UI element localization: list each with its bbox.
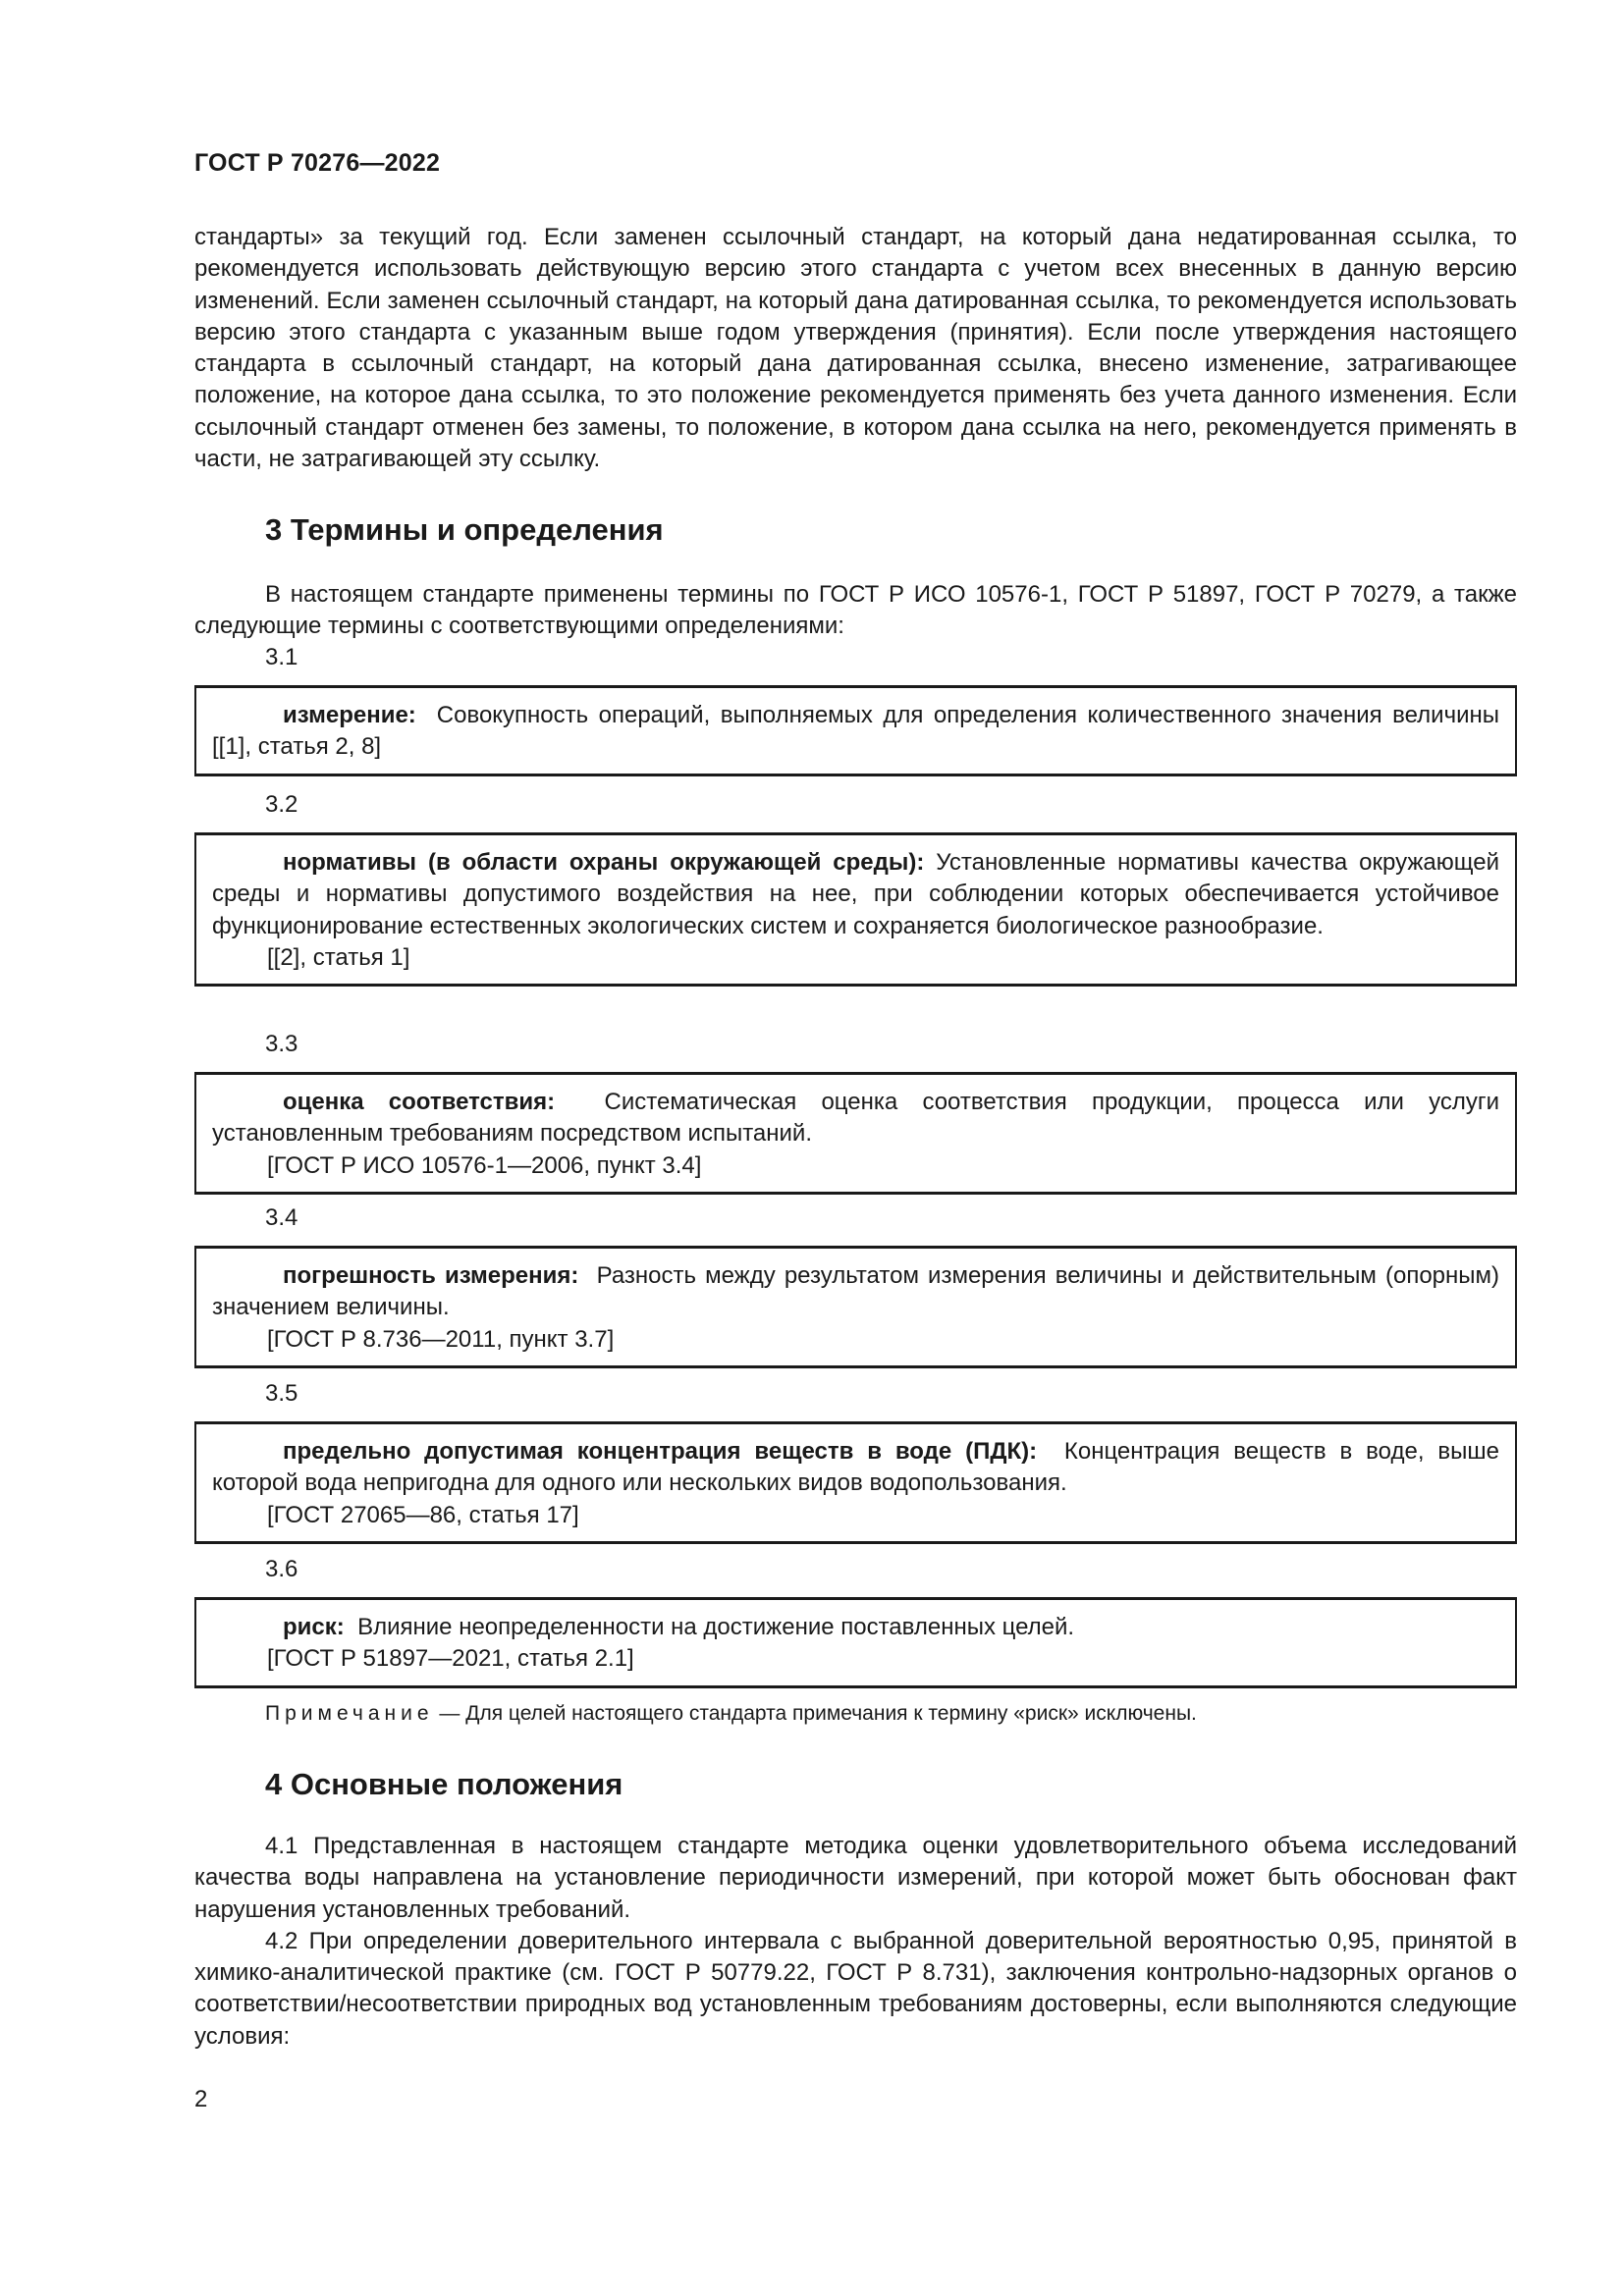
term-name: риск: <box>283 1614 345 1640</box>
term-number: 3.6 <box>265 1556 298 1582</box>
document-header: ГОСТ Р 70276—2022 <box>194 149 441 177</box>
intro-paragraph-block <box>194 222 1517 475</box>
term-definition-paragraph <box>212 1260 1499 1324</box>
term-definition-paragraph <box>212 700 1499 764</box>
paragraph-4-2: 4.2 При определении доверительного интервала с выбранной доверительной вероятностью 0,95, принятой в химико-аналитической практике (см. ГОСТ Р 50779.22, ГОСТ Р 8.731), заключения контрольно-надзорных органов о соответствии/несоответствии природных вод установленным требованиям достоверны, если выполняются следующие условия: <box>194 1927 1517 2050</box>
term-definition-paragraph <box>212 1436 1499 1500</box>
term-definition: Систематическая оценка соответствия продукции, процесса или услуги установленным требованиям посредством испытаний. <box>212 1089 1499 1148</box>
term-name: оценка соответствия: <box>283 1089 556 1115</box>
section-4-body <box>194 1831 1517 2053</box>
page-number: 2 <box>194 2086 208 2112</box>
term-box <box>194 1421 1517 1544</box>
intro-paragraph: стандарты» за текущий год. Если заменен ссылочный стандарт, на который дана недатированная ссылка, то рекомендуется использовать действующую версию этого стандарта с учетом всех внесенных в данную версию изменений. Если заменен ссылочный стандарт, на который дана датированная ссылка, то рекомендуется использовать версию этого стандарта с указанным выше годом утверждения (принятия). Если после утверждения настоящего стандарта в ссылочный стандарт, на который дана датированная ссылка, внесено изменение, затрагивающее положение, на которое дана ссылка, то это положение рекомендуется применять без учета данного изменения. Если ссылочный стандарт отменен без замены, то положение, в котором дана ссылка на него, рекомендуется применять в части, не затрагивающей эту ссылку. <box>194 224 1517 473</box>
paragraph-4-1: 4.1 Представленная в настоящем стандарте методика оценки удовлетворительного объема исследований качества воды направлена на установление периодичности измерений, при которой может быть обоснован факт нарушения установленных требований. <box>194 1833 1517 1923</box>
term-source: [ГОСТ Р 8.736—2011, пункт 3.7] <box>267 1325 615 1353</box>
section-4-heading-block <box>194 1767 1517 1802</box>
term-source: [ГОСТ 27065—86, статья 17] <box>267 1501 579 1528</box>
section-3-intro-block <box>194 579 1517 643</box>
section-4-title: 4 Основные положения <box>265 1767 623 1801</box>
note <box>194 1702 1517 1726</box>
term-3-3 <box>194 1031 1517 1195</box>
term-source: [ГОСТ Р 51897—2021, статья 2.1] <box>267 1645 634 1673</box>
term-box <box>194 1597 1517 1688</box>
note-text: — Для целей настоящего стандарта примечания к термину «риск» исключены. <box>433 1702 1197 1725</box>
term-number: 3.2 <box>265 791 298 818</box>
term-3-4 <box>194 1204 1517 1368</box>
term-box <box>194 1072 1517 1195</box>
term-definition: Влияние неопределенности на достижение поставленных целей. <box>357 1614 1075 1640</box>
term-definition-paragraph <box>212 847 1499 942</box>
term-definition: Совокупность операций, выполняемых для определения количественного значения величины [[1], статья 2, 8] <box>212 702 1499 761</box>
term-definition: Концентрация веществ в воде, выше которой вода непригодна для одного или нескольких видов водопользования. <box>212 1438 1499 1497</box>
note-block <box>194 1702 1517 1726</box>
term-definition-paragraph <box>212 1612 1499 1643</box>
term-number: 3.1 <box>265 644 298 670</box>
term-3-6 <box>194 1556 1517 1688</box>
term-number: 3.4 <box>265 1204 298 1231</box>
term-definition: Установленные нормативы качества окружающей среды и нормативы допустимого воздействия на нее, при соблюдении которых обеспечивается устойчивое функционирование естественных экологических систем и сохраняется биологическое разнообразие. <box>212 849 1499 939</box>
term-source: [[2], статья 1] <box>267 943 410 971</box>
term-box <box>194 832 1517 987</box>
term-definition: Разность между результатом измерения величины и действительным (опорным) значением величины. <box>212 1262 1500 1321</box>
term-definition-paragraph <box>212 1087 1499 1150</box>
term-number: 3.5 <box>265 1380 298 1407</box>
term-source: [ГОСТ Р ИСО 10576-1—2006, пункт 3.4] <box>267 1151 702 1179</box>
term-box <box>194 685 1517 776</box>
term-3-2 <box>194 791 1517 987</box>
term-number: 3.3 <box>265 1031 298 1057</box>
section-3-title: 3 Термины и определения <box>265 512 664 547</box>
term-name: измерение: <box>283 702 416 728</box>
term-name: погрешность измерения: <box>283 1262 579 1289</box>
term-3-1 <box>194 644 1517 776</box>
term-3-5 <box>194 1380 1517 1544</box>
term-box <box>194 1246 1517 1368</box>
term-name: нормативы (в области охраны окружающей среды): <box>283 849 925 876</box>
note-label: Примечание <box>265 1702 434 1725</box>
section-3-heading-block <box>194 512 1517 548</box>
section-3-intro: В настоящем стандарте применены термины по ГОСТ Р ИСО 10576-1, ГОСТ Р 51897, ГОСТ Р 70279, а также следующие термины с соответствующими определениями: <box>194 581 1517 640</box>
term-name: предельно допустимая концентрация веществ в воде (ПДК): <box>283 1438 1038 1465</box>
